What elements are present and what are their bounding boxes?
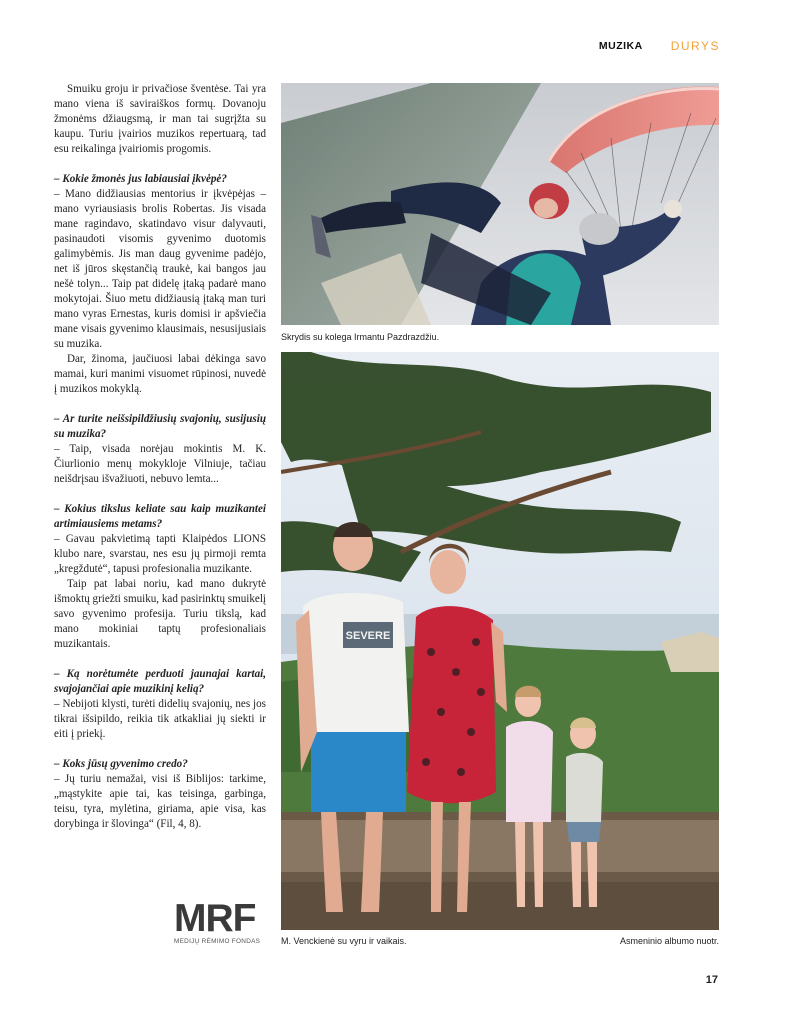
answer-1-continued: Dar, žinoma, jaučiuosi labai dėkinga savo mamai, kuri manimi visuomet rūpinosi, nuvedė į muzikos mokyklą. [54, 353, 266, 395]
answer-4: – Nebijoti klysti, turėti didelių svajonių, nes jos tikrai išsipildo, reikia tik atkakliai jų siekti ir eiti į priekį. [54, 698, 266, 740]
question-5: – Koks jūsų gyvenimo credo? [54, 758, 188, 770]
mrf-logo [174, 897, 266, 945]
mrf-logo-subtitle: MEDIJŲ RĖMIMO FONDAS [174, 938, 261, 945]
answer-3-continued: Taip pat labai noriu, kad mano dukrytė išmoktų griežti smuiku, kad pasirinktų smuikelį savo gyvenimo profesija. Turiu tikslą, kad mano mokiniai taptų profesionaliais muzikantais. [54, 578, 266, 650]
question-1: – Kokie žmonės jus labiausiai įkvėpė? [54, 173, 227, 185]
magazine-name: DURYS [670, 39, 720, 53]
caption-paragliding: Skrydis su kolega Irmantu Pazdrazdžiu. [281, 332, 440, 342]
question-2: – Ar turite neišsipildžiusių svajonių, susijusių su muzika? [54, 413, 266, 440]
article-column [54, 82, 266, 832]
question-4: – Ką norėtumėte perduoti jaunajai kartai, svajojančiai apie muzikinį kelią? [54, 668, 266, 695]
photo-credit: Asmeninio albumo nuotr. [619, 936, 719, 946]
section-title: MUZIKA [598, 40, 643, 52]
page-header [599, 39, 720, 53]
answer-1: – Mano didžiausias mentorius ir įkvėpėjas – mano vyriausiasis brolis Robertas. Jis visada mane ragindavo, skatindavo visur dalyvauti, pasinaudoti visomis gyvenimo duotomis galimybėmis. Jis man daug gyvenime padėjo, net iš jūros skęstančią traukė, kai bangos jau nešė tolyn... Taip pat didelę įtaką padarė mano mokytojai. Šiuo metu didžiausią įtaką man turi mano vyras Ernestas, kuris domisi ir apšviečia mane visais gyvenimo klausimais, nesusijusiais su muzika. [54, 188, 266, 350]
caption-family: M. Venckienė su vyru ir vaikais. [281, 936, 407, 946]
shirt-text: SEVERE [345, 630, 391, 642]
answer-2: – Taip, visada norėjau mokintis M. K. Čiurlionio menų mokykloje Vilniuje, tačiau neišdrįsau išvažiuoti, nebuvo lemta... [54, 443, 266, 485]
mrf-logo-text: MRF [174, 897, 256, 940]
page-number: 17 [705, 974, 718, 986]
paragraph-intro: Smuiku groju ir privačiose šventėse. Tai yra mano viena iš saviraiškos formų. Dovanoju žmonėms džiaugsmą, ir man tai sugrįžta su kaupu. Turiu įvairios muzikos repertuarą, tad esu reikalinga įvairiomis progomis. [54, 83, 266, 155]
family-photo [281, 352, 719, 930]
question-3: – Kokius tikslus keliate sau kaip muzikantei artimiausiems metams? [54, 503, 266, 530]
answer-5: – Jų turiu nemažai, visi iš Biblijos: tarkime, „mąstykite apie tai, kas teisinga, garbinga, teisu, tyra, mylėtina, giriama, apie visa, kas dorybinga ir šlovinga“ (Fil, 4, 8). [54, 773, 266, 830]
paragliding-photo [281, 83, 719, 325]
answer-3: – Gavau pakvietimą tapti Klaipėdos LIONS klubo nare, svarstau, nes esu jų pirmoji remta „kregždutė“, tapusi profesionalia muzikante. [54, 533, 266, 575]
